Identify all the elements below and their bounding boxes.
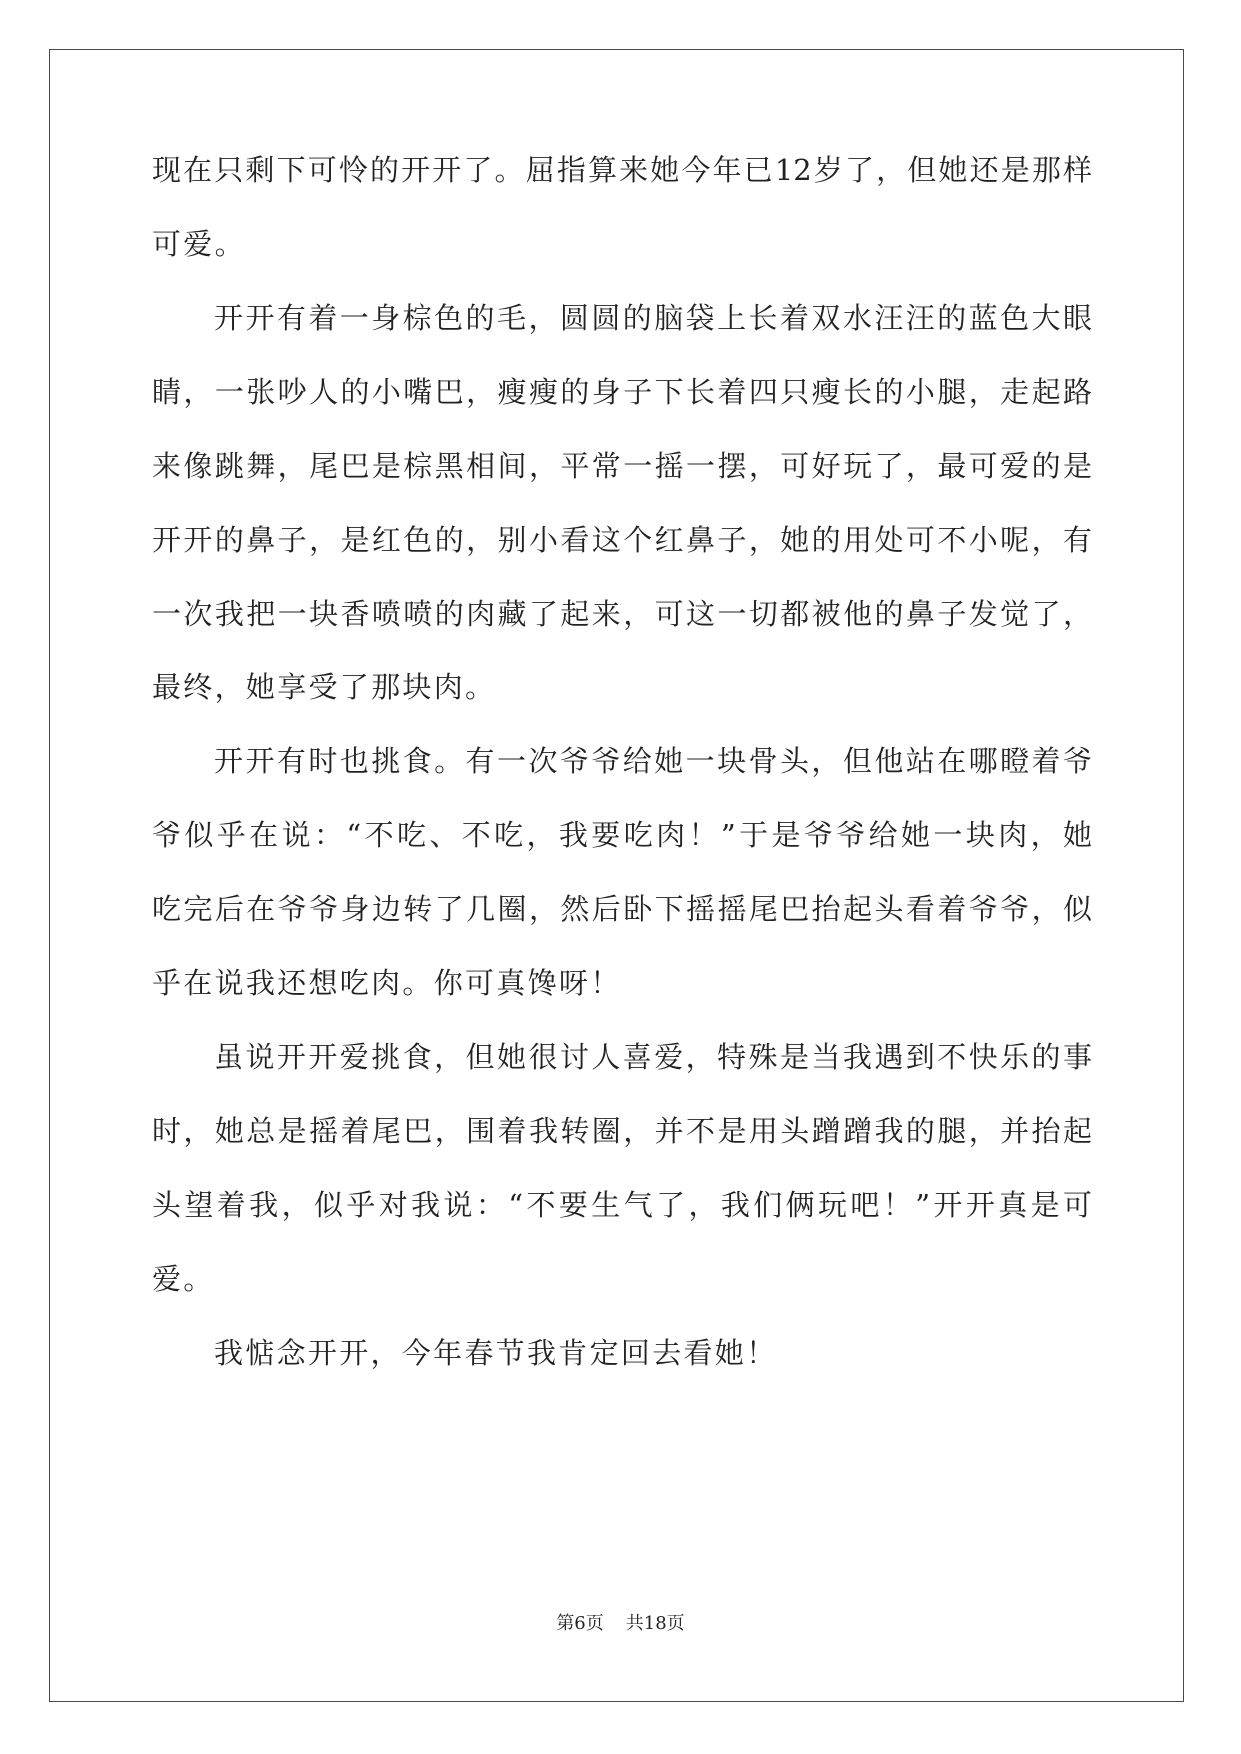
paragraph-line: 爱。	[152, 1262, 215, 1296]
page-footer	[0, 1612, 1241, 1636]
paragraph-line: 我惦念开开，今年春节我肯定回去看她！	[214, 1336, 778, 1370]
paragraph-line: 乎在说我还想吃肉。你可真馋呀！	[152, 966, 622, 1000]
paragraph-line: 吃完后在爷爷身边转了几圈，然后卧下摇摇尾巴抬起头看着爷爷，似	[152, 892, 1092, 926]
paragraph-line: 开开有时也挑食。有一次爷爷给她一块骨头，但他站在哪瞪着爷	[214, 744, 1092, 778]
paragraph-line: 头望着我，似乎对我说：“不要生气了，我们俩玩吧！”开开真是可	[152, 1188, 1092, 1222]
paragraph-line: 虽说开开爱挑食，但她很讨人喜爱，特殊是当我遇到不快乐的事	[214, 1040, 1092, 1074]
paragraph-line: 一次我把一块香喷喷的肉藏了起来，可这一切都被他的鼻子发觉了，	[152, 597, 1092, 631]
paragraph-line: 开开的鼻子，是红色的，别小看这个红鼻子，她的用处可不小呢，有	[152, 523, 1092, 557]
paragraph-line: 睛，一张吵人的小嘴巴，瘦瘦的身子下长着四只瘦长的小腿，走起路	[152, 375, 1092, 409]
paragraph-line: 最终，她享受了那块肉。	[152, 670, 497, 704]
paragraph-line: 可爱。	[152, 227, 246, 261]
page-border	[49, 49, 1184, 1702]
page-number: 第6页	[556, 1613, 604, 1634]
paragraph-line: 来像跳舞，尾巴是棕黑相间，平常一摇一摆，可好玩了，最可爱的是	[152, 449, 1092, 483]
page-total: 共18页	[625, 1613, 685, 1634]
paragraph-line: 现在只剩下可怜的开开了。屈指算来她今年已12岁了，但她还是那样	[152, 153, 1092, 187]
paragraph-line: 爷似乎在说：“不吃、不吃，我要吃肉！”于是爷爷给她一块肉，她	[152, 818, 1092, 852]
paragraph-line: 时，她总是摇着尾巴，围着我转圈，并不是用头蹭蹭我的腿，并抬起	[152, 1114, 1092, 1148]
paragraph-line: 开开有着一身棕色的毛，圆圆的脑袋上长着双水汪汪的蓝色大眼	[214, 301, 1092, 335]
